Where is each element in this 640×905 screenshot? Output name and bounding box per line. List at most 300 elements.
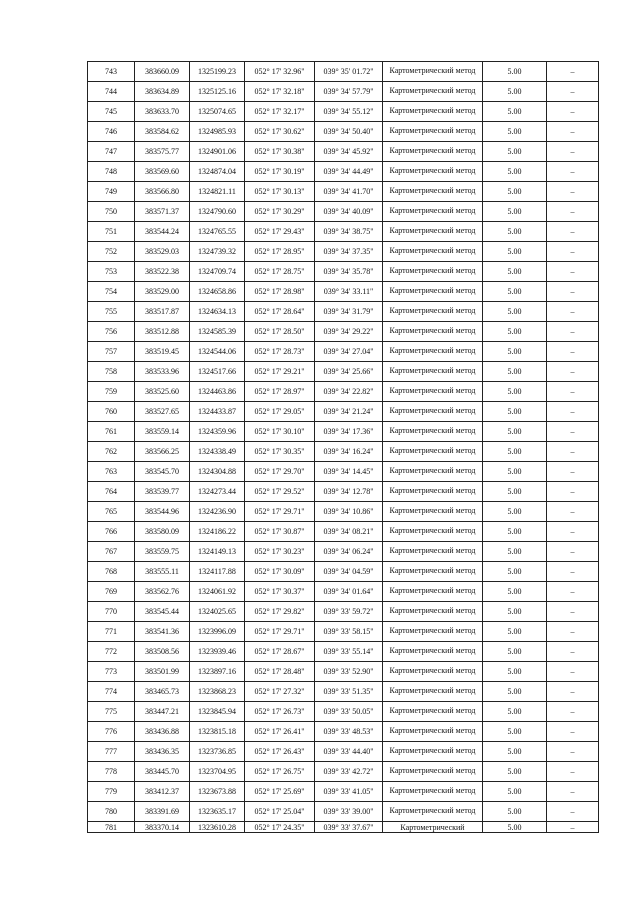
- point-number-cell: 774: [88, 682, 135, 702]
- x-coordinate-cell: 383517.87: [135, 302, 190, 322]
- latitude-cell: 052° 17' 30.87": [245, 522, 315, 542]
- latitude-cell: 052° 17' 29.71": [245, 502, 315, 522]
- x-coordinate-cell: 383545.70: [135, 462, 190, 482]
- longitude-cell: 039° 34' 55.12": [315, 102, 383, 122]
- y-coordinate-cell: 1324739.32: [190, 242, 245, 262]
- accuracy-cell: 5.00: [483, 802, 547, 822]
- method-cell: Картометрический: [383, 822, 483, 833]
- x-coordinate-cell: 383436.88: [135, 722, 190, 742]
- point-number-cell: 771: [88, 622, 135, 642]
- accuracy-cell: 5.00: [483, 502, 547, 522]
- latitude-cell: 052° 17' 28.73": [245, 342, 315, 362]
- description-cell: –: [547, 542, 599, 562]
- y-coordinate-cell: 1324634.13: [190, 302, 245, 322]
- description-cell: –: [547, 322, 599, 342]
- accuracy-cell: 5.00: [483, 762, 547, 782]
- point-number-cell: 746: [88, 122, 135, 142]
- method-cell: Картометрический метод: [383, 702, 483, 722]
- table-row: [88, 762, 599, 782]
- longitude-cell: 039° 34' 29.22": [315, 322, 383, 342]
- y-coordinate-cell: 1324061.92: [190, 582, 245, 602]
- x-coordinate-cell: 383522.38: [135, 262, 190, 282]
- latitude-cell: 052° 17' 28.50": [245, 322, 315, 342]
- y-coordinate-cell: 1324463.86: [190, 382, 245, 402]
- y-coordinate-cell: 1323815.18: [190, 722, 245, 742]
- x-coordinate-cell: 383508.56: [135, 642, 190, 662]
- x-coordinate-cell: 383519.45: [135, 342, 190, 362]
- x-coordinate-cell: 383370.14: [135, 822, 190, 833]
- y-coordinate-cell: 1324338.49: [190, 442, 245, 462]
- method-cell: Картометрический метод: [383, 262, 483, 282]
- accuracy-cell: 5.00: [483, 562, 547, 582]
- accuracy-cell: 5.00: [483, 422, 547, 442]
- longitude-cell: 039° 33' 50.05": [315, 702, 383, 722]
- description-cell: –: [547, 262, 599, 282]
- method-cell: Картометрический метод: [383, 382, 483, 402]
- description-cell: –: [547, 342, 599, 362]
- latitude-cell: 052° 17' 28.98": [245, 282, 315, 302]
- table-row: [88, 642, 599, 662]
- point-number-cell: 756: [88, 322, 135, 342]
- latitude-cell: 052° 17' 32.17": [245, 102, 315, 122]
- longitude-cell: 039° 33' 48.53": [315, 722, 383, 742]
- method-cell: Картометрический метод: [383, 422, 483, 442]
- table-row: [88, 462, 599, 482]
- x-coordinate-cell: 383555.11: [135, 562, 190, 582]
- latitude-cell: 052° 17' 30.37": [245, 582, 315, 602]
- description-cell: –: [547, 182, 599, 202]
- accuracy-cell: 5.00: [483, 202, 547, 222]
- method-cell: Картометрический метод: [383, 462, 483, 482]
- accuracy-cell: 5.00: [483, 822, 547, 833]
- accuracy-cell: 5.00: [483, 382, 547, 402]
- description-cell: –: [547, 762, 599, 782]
- table-row: [88, 282, 599, 302]
- y-coordinate-cell: 1323704.95: [190, 762, 245, 782]
- description-cell: –: [547, 402, 599, 422]
- y-coordinate-cell: 1324709.74: [190, 262, 245, 282]
- table-row: [88, 102, 599, 122]
- longitude-cell: 039° 34' 14.45": [315, 462, 383, 482]
- y-coordinate-cell: 1324304.88: [190, 462, 245, 482]
- method-cell: Картометрический метод: [383, 82, 483, 102]
- y-coordinate-cell: 1323673.88: [190, 782, 245, 802]
- y-coordinate-cell: 1323610.28: [190, 822, 245, 833]
- longitude-cell: 039° 33' 52.90": [315, 662, 383, 682]
- point-number-cell: 763: [88, 462, 135, 482]
- latitude-cell: 052° 17' 26.75": [245, 762, 315, 782]
- description-cell: –: [547, 362, 599, 382]
- y-coordinate-cell: 1323939.46: [190, 642, 245, 662]
- table-row: [88, 442, 599, 462]
- table-row: [88, 662, 599, 682]
- x-coordinate-cell: 383562.76: [135, 582, 190, 602]
- y-coordinate-cell: 1323635.17: [190, 802, 245, 822]
- table-row: [88, 482, 599, 502]
- table-row: [88, 182, 599, 202]
- x-coordinate-cell: 383541.36: [135, 622, 190, 642]
- method-cell: Картометрический метод: [383, 802, 483, 822]
- accuracy-cell: 5.00: [483, 162, 547, 182]
- x-coordinate-cell: 383529.03: [135, 242, 190, 262]
- table-row: [88, 502, 599, 522]
- x-coordinate-cell: 383559.14: [135, 422, 190, 442]
- x-coordinate-cell: 383559.75: [135, 542, 190, 562]
- point-number-cell: 759: [88, 382, 135, 402]
- table-row: [88, 422, 599, 442]
- latitude-cell: 052° 17' 30.09": [245, 562, 315, 582]
- point-number-cell: 766: [88, 522, 135, 542]
- accuracy-cell: 5.00: [483, 402, 547, 422]
- table-row: [88, 742, 599, 762]
- x-coordinate-cell: 383584.62: [135, 122, 190, 142]
- x-coordinate-cell: 383436.35: [135, 742, 190, 762]
- longitude-cell: 039° 34' 33.11": [315, 282, 383, 302]
- accuracy-cell: 5.00: [483, 302, 547, 322]
- point-number-cell: 772: [88, 642, 135, 662]
- method-cell: Картометрический метод: [383, 122, 483, 142]
- description-cell: –: [547, 102, 599, 122]
- longitude-cell: 039° 34' 44.49": [315, 162, 383, 182]
- accuracy-cell: 5.00: [483, 122, 547, 142]
- longitude-cell: 039° 33' 42.72": [315, 762, 383, 782]
- point-number-cell: 770: [88, 602, 135, 622]
- point-number-cell: 775: [88, 702, 135, 722]
- table-row: [88, 262, 599, 282]
- accuracy-cell: 5.00: [483, 522, 547, 542]
- method-cell: Картометрический метод: [383, 682, 483, 702]
- description-cell: –: [547, 622, 599, 642]
- description-cell: –: [547, 202, 599, 222]
- longitude-cell: 039° 34' 10.86": [315, 502, 383, 522]
- latitude-cell: 052° 17' 30.10": [245, 422, 315, 442]
- y-coordinate-cell: 1324236.90: [190, 502, 245, 522]
- latitude-cell: 052° 17' 27.32": [245, 682, 315, 702]
- latitude-cell: 052° 17' 29.82": [245, 602, 315, 622]
- point-number-cell: 768: [88, 562, 135, 582]
- longitude-cell: 039° 34' 17.36": [315, 422, 383, 442]
- x-coordinate-cell: 383545.44: [135, 602, 190, 622]
- method-cell: Картометрический метод: [383, 502, 483, 522]
- y-coordinate-cell: 1324985.93: [190, 122, 245, 142]
- y-coordinate-cell: 1324186.22: [190, 522, 245, 542]
- y-coordinate-cell: 1324273.44: [190, 482, 245, 502]
- x-coordinate-cell: 383501.99: [135, 662, 190, 682]
- y-coordinate-cell: 1324901.06: [190, 142, 245, 162]
- description-cell: –: [547, 662, 599, 682]
- table-row: [88, 802, 599, 822]
- x-coordinate-cell: 383525.60: [135, 382, 190, 402]
- table-row: [88, 222, 599, 242]
- x-coordinate-cell: 383539.77: [135, 482, 190, 502]
- accuracy-cell: 5.00: [483, 462, 547, 482]
- method-cell: Картометрический метод: [383, 242, 483, 262]
- y-coordinate-cell: 1323845.94: [190, 702, 245, 722]
- point-number-cell: 776: [88, 722, 135, 742]
- x-coordinate-cell: 383544.96: [135, 502, 190, 522]
- point-number-cell: 769: [88, 582, 135, 602]
- longitude-cell: 039° 33' 41.05": [315, 782, 383, 802]
- y-coordinate-cell: 1323897.16: [190, 662, 245, 682]
- accuracy-cell: 5.00: [483, 262, 547, 282]
- table-row: [88, 362, 599, 382]
- x-coordinate-cell: 383634.89: [135, 82, 190, 102]
- point-number-cell: 757: [88, 342, 135, 362]
- point-number-cell: 751: [88, 222, 135, 242]
- latitude-cell: 052° 17' 30.13": [245, 182, 315, 202]
- table-row: [88, 82, 599, 102]
- description-cell: –: [547, 802, 599, 822]
- table-row: [88, 542, 599, 562]
- longitude-cell: 039° 33' 44.40": [315, 742, 383, 762]
- method-cell: Картометрический метод: [383, 62, 483, 82]
- point-number-cell: 762: [88, 442, 135, 462]
- method-cell: Картометрический метод: [383, 162, 483, 182]
- latitude-cell: 052° 17' 30.29": [245, 202, 315, 222]
- description-cell: –: [547, 582, 599, 602]
- y-coordinate-cell: 1324149.13: [190, 542, 245, 562]
- description-cell: –: [547, 782, 599, 802]
- method-cell: Картометрический метод: [383, 182, 483, 202]
- table-row: [88, 342, 599, 362]
- accuracy-cell: 5.00: [483, 702, 547, 722]
- accuracy-cell: 5.00: [483, 682, 547, 702]
- method-cell: Картометрический метод: [383, 582, 483, 602]
- description-cell: –: [547, 742, 599, 762]
- latitude-cell: 052° 17' 32.96": [245, 62, 315, 82]
- table-row: [88, 62, 599, 82]
- accuracy-cell: 5.00: [483, 602, 547, 622]
- method-cell: Картометрический метод: [383, 562, 483, 582]
- latitude-cell: 052° 17' 28.64": [245, 302, 315, 322]
- accuracy-cell: 5.00: [483, 82, 547, 102]
- point-number-cell: 745: [88, 102, 135, 122]
- point-number-cell: 778: [88, 762, 135, 782]
- longitude-cell: 039° 34' 27.04": [315, 342, 383, 362]
- description-cell: –: [547, 422, 599, 442]
- latitude-cell: 052° 17' 29.70": [245, 462, 315, 482]
- x-coordinate-cell: 383566.80: [135, 182, 190, 202]
- longitude-cell: 039° 34' 08.21": [315, 522, 383, 542]
- point-number-cell: 767: [88, 542, 135, 562]
- latitude-cell: 052° 17' 29.71": [245, 622, 315, 642]
- x-coordinate-cell: 383569.60: [135, 162, 190, 182]
- description-cell: –: [547, 282, 599, 302]
- latitude-cell: 052° 17' 28.97": [245, 382, 315, 402]
- point-number-cell: 760: [88, 402, 135, 422]
- accuracy-cell: 5.00: [483, 582, 547, 602]
- accuracy-cell: 5.00: [483, 362, 547, 382]
- longitude-cell: 039° 34' 25.66": [315, 362, 383, 382]
- table-row: [88, 562, 599, 582]
- method-cell: Картометрический метод: [383, 222, 483, 242]
- latitude-cell: 052° 17' 25.69": [245, 782, 315, 802]
- description-cell: –: [547, 722, 599, 742]
- table-row: [88, 622, 599, 642]
- method-cell: Картометрический метод: [383, 342, 483, 362]
- accuracy-cell: 5.00: [483, 142, 547, 162]
- y-coordinate-cell: 1325199.23: [190, 62, 245, 82]
- longitude-cell: 039° 34' 35.78": [315, 262, 383, 282]
- point-number-cell: 773: [88, 662, 135, 682]
- method-cell: Картометрический метод: [383, 322, 483, 342]
- longitude-cell: 039° 34' 01.64": [315, 582, 383, 602]
- table-row: [88, 142, 599, 162]
- longitude-cell: 039° 34' 06.24": [315, 542, 383, 562]
- longitude-cell: 039° 33' 55.14": [315, 642, 383, 662]
- latitude-cell: 052° 17' 30.23": [245, 542, 315, 562]
- longitude-cell: 039° 34' 38.75": [315, 222, 383, 242]
- longitude-cell: 039° 33' 51.35": [315, 682, 383, 702]
- latitude-cell: 052° 17' 28.48": [245, 662, 315, 682]
- x-coordinate-cell: 383465.73: [135, 682, 190, 702]
- accuracy-cell: 5.00: [483, 102, 547, 122]
- point-number-cell: 753: [88, 262, 135, 282]
- latitude-cell: 052° 17' 29.21": [245, 362, 315, 382]
- accuracy-cell: 5.00: [483, 322, 547, 342]
- table-row: [88, 402, 599, 422]
- description-cell: –: [547, 242, 599, 262]
- description-cell: –: [547, 302, 599, 322]
- longitude-cell: 039° 34' 12.78": [315, 482, 383, 502]
- method-cell: Картометрический метод: [383, 742, 483, 762]
- longitude-cell: 039° 33' 59.72": [315, 602, 383, 622]
- method-cell: Картометрический метод: [383, 202, 483, 222]
- latitude-cell: 052° 17' 30.38": [245, 142, 315, 162]
- longitude-cell: 039° 35' 01.72": [315, 62, 383, 82]
- table-row: [88, 122, 599, 142]
- accuracy-cell: 5.00: [483, 62, 547, 82]
- latitude-cell: 052° 17' 32.18": [245, 82, 315, 102]
- method-cell: Картометрический метод: [383, 602, 483, 622]
- latitude-cell: 052° 17' 26.43": [245, 742, 315, 762]
- accuracy-cell: 5.00: [483, 542, 547, 562]
- coordinates-table-body: [88, 62, 599, 833]
- point-number-cell: 780: [88, 802, 135, 822]
- method-cell: Картометрический метод: [383, 722, 483, 742]
- accuracy-cell: 5.00: [483, 442, 547, 462]
- point-number-cell: 748: [88, 162, 135, 182]
- x-coordinate-cell: 383575.77: [135, 142, 190, 162]
- accuracy-cell: 5.00: [483, 282, 547, 302]
- longitude-cell: 039° 34' 40.09": [315, 202, 383, 222]
- point-number-cell: 749: [88, 182, 135, 202]
- accuracy-cell: 5.00: [483, 662, 547, 682]
- longitude-cell: 039° 34' 22.82": [315, 382, 383, 402]
- table-row: [88, 782, 599, 802]
- description-cell: –: [547, 502, 599, 522]
- point-number-cell: 752: [88, 242, 135, 262]
- y-coordinate-cell: 1324790.60: [190, 202, 245, 222]
- x-coordinate-cell: 383529.00: [135, 282, 190, 302]
- y-coordinate-cell: 1324359.96: [190, 422, 245, 442]
- point-number-cell: 750: [88, 202, 135, 222]
- method-cell: Картометрический метод: [383, 142, 483, 162]
- point-number-cell: 743: [88, 62, 135, 82]
- method-cell: Картометрический метод: [383, 102, 483, 122]
- longitude-cell: 039° 34' 37.35": [315, 242, 383, 262]
- point-number-cell: 765: [88, 502, 135, 522]
- x-coordinate-cell: 383533.96: [135, 362, 190, 382]
- description-cell: –: [547, 562, 599, 582]
- y-coordinate-cell: 1324585.39: [190, 322, 245, 342]
- x-coordinate-cell: 383527.65: [135, 402, 190, 422]
- description-cell: –: [547, 682, 599, 702]
- description-cell: –: [547, 702, 599, 722]
- latitude-cell: 052° 17' 29.43": [245, 222, 315, 242]
- method-cell: Картометрический метод: [383, 542, 483, 562]
- y-coordinate-cell: 1324544.06: [190, 342, 245, 362]
- accuracy-cell: 5.00: [483, 482, 547, 502]
- x-coordinate-cell: 383445.70: [135, 762, 190, 782]
- table-row: [88, 162, 599, 182]
- description-cell: –: [547, 602, 599, 622]
- method-cell: Картометрический метод: [383, 282, 483, 302]
- table-row: [88, 602, 599, 622]
- accuracy-cell: 5.00: [483, 182, 547, 202]
- method-cell: Картометрический метод: [383, 302, 483, 322]
- point-number-cell: 779: [88, 782, 135, 802]
- longitude-cell: 039° 34' 57.79": [315, 82, 383, 102]
- table-row: [88, 522, 599, 542]
- y-coordinate-cell: 1323868.23: [190, 682, 245, 702]
- latitude-cell: 052° 17' 30.35": [245, 442, 315, 462]
- table-row: [88, 382, 599, 402]
- description-cell: –: [547, 442, 599, 462]
- point-number-cell: 761: [88, 422, 135, 442]
- accuracy-cell: 5.00: [483, 742, 547, 762]
- description-cell: –: [547, 162, 599, 182]
- x-coordinate-cell: 383660.09: [135, 62, 190, 82]
- table-row: [88, 322, 599, 342]
- x-coordinate-cell: 383566.25: [135, 442, 190, 462]
- method-cell: Картометрический метод: [383, 762, 483, 782]
- table-row: [88, 822, 599, 833]
- x-coordinate-cell: 383412.37: [135, 782, 190, 802]
- description-cell: –: [547, 482, 599, 502]
- y-coordinate-cell: 1325125.16: [190, 82, 245, 102]
- x-coordinate-cell: 383447.21: [135, 702, 190, 722]
- point-number-cell: 755: [88, 302, 135, 322]
- method-cell: Картометрический метод: [383, 482, 483, 502]
- point-number-cell: 754: [88, 282, 135, 302]
- latitude-cell: 052° 17' 29.52": [245, 482, 315, 502]
- latitude-cell: 052° 17' 26.41": [245, 722, 315, 742]
- description-cell: –: [547, 82, 599, 102]
- document-page: [87, 61, 598, 833]
- method-cell: Картометрический метод: [383, 362, 483, 382]
- y-coordinate-cell: 1324765.55: [190, 222, 245, 242]
- accuracy-cell: 5.00: [483, 782, 547, 802]
- y-coordinate-cell: 1323996.09: [190, 622, 245, 642]
- longitude-cell: 039° 34' 31.79": [315, 302, 383, 322]
- latitude-cell: 052° 17' 24.35": [245, 822, 315, 833]
- longitude-cell: 039° 33' 39.00": [315, 802, 383, 822]
- table-row: [88, 242, 599, 262]
- latitude-cell: 052° 17' 28.95": [245, 242, 315, 262]
- description-cell: –: [547, 822, 599, 833]
- latitude-cell: 052° 17' 26.73": [245, 702, 315, 722]
- y-coordinate-cell: 1324433.87: [190, 402, 245, 422]
- x-coordinate-cell: 383512.88: [135, 322, 190, 342]
- longitude-cell: 039° 34' 50.40": [315, 122, 383, 142]
- y-coordinate-cell: 1324117.88: [190, 562, 245, 582]
- y-coordinate-cell: 1323736.85: [190, 742, 245, 762]
- point-number-cell: 758: [88, 362, 135, 382]
- x-coordinate-cell: 383633.70: [135, 102, 190, 122]
- description-cell: –: [547, 142, 599, 162]
- y-coordinate-cell: 1324821.11: [190, 182, 245, 202]
